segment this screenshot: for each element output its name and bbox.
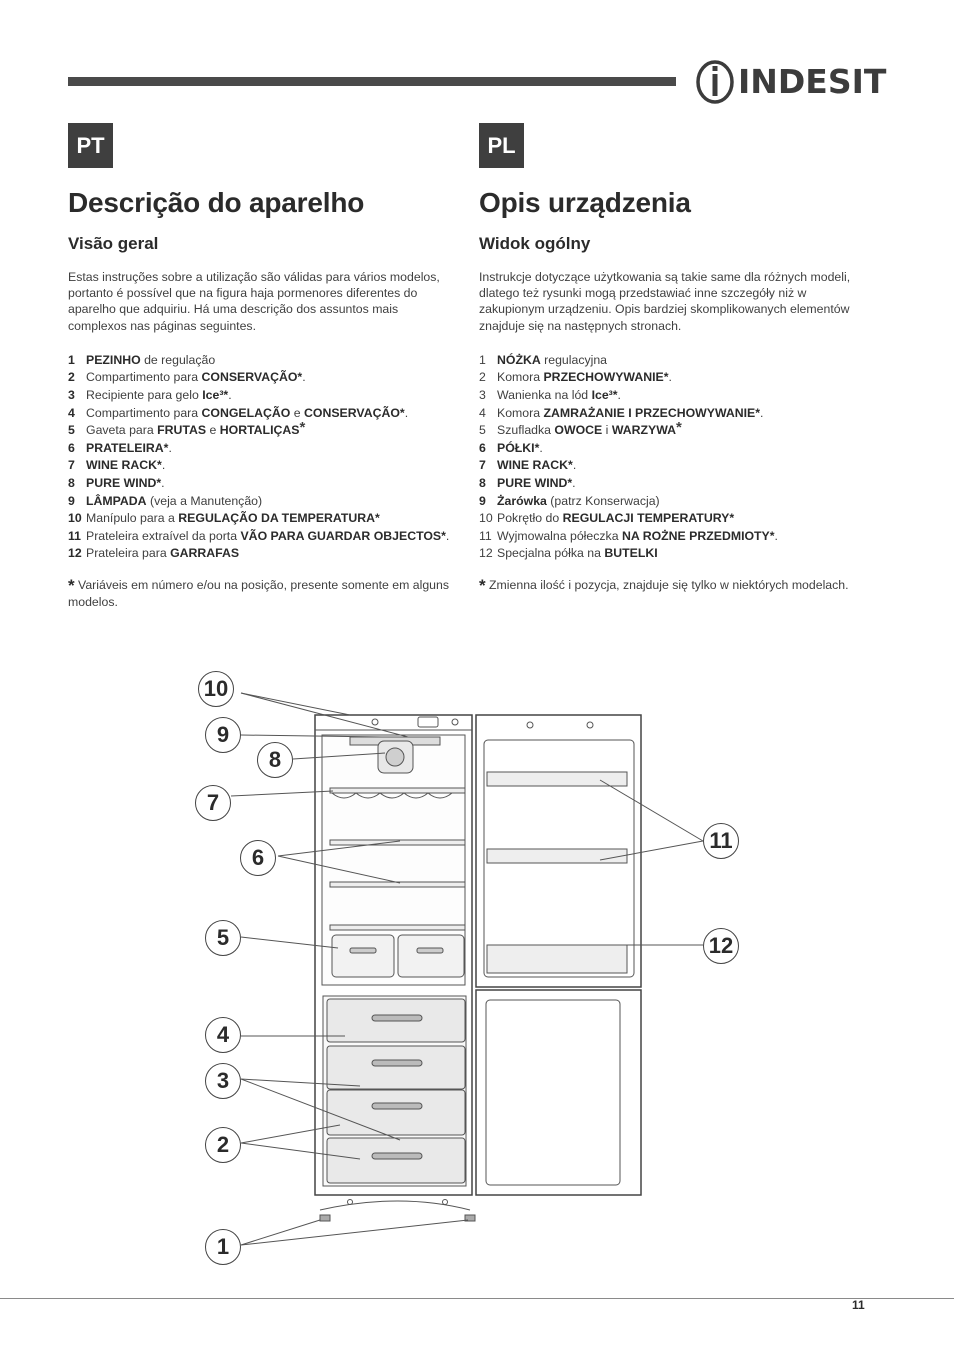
parts-list-pt [68, 352, 460, 563]
item-text-pre: Gaveta para [86, 423, 158, 438]
parts-list-pl [479, 352, 871, 563]
callout-10: 10 [198, 671, 234, 707]
item-text-bold: OWOCE [554, 423, 603, 438]
item-text-pre: Compartimento para [86, 405, 202, 420]
item-text-bold2: CONSERVAÇÃO* [304, 405, 405, 420]
callout-7: 7 [195, 785, 231, 821]
item-text-mid: e [206, 423, 220, 438]
item-text-bold: PURE WIND* [497, 475, 573, 490]
callout-2: 2 [205, 1127, 241, 1163]
intro-text-pl: Instrukcje dotyczące użytkowania są takie same dla różnych modeli, dlatego też rysunki mogą przedstawiać inne szczegóły niż w zakupionym urządzeniu. Opis bardziej skomplikowanych elementów znajduje się na następnych stronach. [479, 270, 851, 333]
item-number: 6 [68, 440, 75, 455]
callout-8: 8 [257, 742, 293, 778]
item-text-mid: (patrz Konserwacja) [546, 493, 660, 508]
list-item [68, 493, 460, 511]
lang-badge-pl: PL [479, 123, 524, 168]
item-text-bold: PRATELEIRA* [86, 440, 169, 455]
item-number: 3 [479, 388, 486, 402]
item-text-post: . [228, 388, 232, 402]
section-title-pt: Visão geral [68, 234, 159, 253]
fridge-diagram [190, 665, 760, 1265]
item-text-mid: (veja a Manutenção) [146, 493, 263, 508]
list-item [479, 528, 871, 546]
item-text-mid: regulacyjna [540, 352, 608, 367]
item-text-bold: PEZINHO [86, 352, 141, 367]
item-number: 6 [479, 440, 486, 455]
item-text-pre: Compartimento para [86, 370, 202, 385]
item-number: 11 [479, 528, 492, 543]
item-text-pre: Specjalna półka na [497, 546, 605, 561]
item-text-mid: e [290, 405, 305, 420]
item-text-bold: FRUTAS [157, 423, 207, 438]
item-text-bold2: WARZYWA [611, 423, 677, 438]
item-text-post: . [161, 475, 165, 490]
indesit-logo [694, 58, 887, 106]
item-text-bold: ZAMRAŻANIE I PRZECHOWYWANIE* [543, 405, 761, 420]
list-item [68, 387, 460, 405]
list-item [68, 440, 460, 458]
list-item [479, 419, 871, 440]
item-text-post: . [572, 475, 576, 490]
item-text-bold: Żarówka [497, 493, 547, 508]
list-item [479, 387, 871, 405]
item-text-post: . [302, 370, 306, 385]
item-number: 4 [68, 405, 75, 420]
list-item [68, 419, 460, 440]
callout-6: 6 [240, 840, 276, 876]
item-text-bold: PÓŁKI* [497, 440, 540, 455]
list-item [479, 440, 871, 458]
item-text-pre: Manípulo para a [86, 511, 179, 526]
item-text-mid: de regulação [140, 352, 216, 367]
item-number: 12 [68, 546, 82, 561]
item-number: 2 [479, 370, 486, 385]
list-item [68, 369, 460, 387]
item-star: * [299, 419, 306, 437]
footnote-text: Variáveis em número e/ou na posição, presente somente em alguns modelos. [68, 577, 449, 610]
item-text-bold: LÂMPADA [86, 493, 147, 508]
item-text-post: . [445, 528, 450, 543]
item-number: 7 [68, 458, 75, 473]
item-number: 9 [479, 493, 486, 508]
item-text-pre: Recipiente para gelo [86, 388, 203, 402]
item-text-post: . [168, 440, 172, 455]
list-item [479, 457, 871, 475]
item-text-post: . [617, 388, 621, 402]
section-title-pl: Widok ogólny [479, 234, 591, 253]
item-text-bold: BUTELKI [604, 546, 658, 561]
list-item [479, 352, 871, 370]
item-number: 9 [68, 493, 75, 508]
footnote-pl [479, 577, 871, 594]
footnote-pt [68, 577, 460, 610]
page-title-pl: Opis urządzenia [479, 187, 691, 218]
item-text-post: . [760, 405, 764, 420]
list-item [68, 457, 460, 475]
item-text-post: . [539, 440, 543, 455]
list-item [479, 493, 871, 511]
list-item [68, 510, 460, 528]
item-text-pre: Komora [497, 405, 544, 420]
column-pl [479, 185, 871, 594]
lang-badge-pt: PT [68, 123, 113, 168]
item-number: 10 [479, 511, 493, 526]
list-item [68, 528, 460, 546]
item-number: 10 [68, 511, 82, 526]
item-text-bold: PURE WIND* [86, 475, 162, 490]
item-text-pre: Wyjmowalna półeczka [497, 528, 622, 543]
callout-9: 9 [205, 717, 241, 753]
item-text-post: . [774, 528, 778, 543]
item-star: * [676, 419, 682, 437]
item-text-bold: NA ROŻNE PRZEDMIOTY* [621, 528, 775, 543]
logo-i-icon [694, 58, 738, 106]
callout-11: 11 [703, 823, 739, 859]
footnote-text: Zmienna ilość i pozycja, znajduje się tylko w niektórych modelach. [489, 577, 849, 592]
list-item [68, 545, 460, 563]
item-text-mid: i [602, 423, 612, 438]
item-text-bold: Ice³* [202, 388, 229, 402]
item-number: 1 [479, 352, 486, 367]
item-text-bold: REGULAÇÃO DA TEMPERATURA* [178, 511, 380, 526]
item-text-post: . [404, 405, 409, 420]
item-number: 12 [479, 546, 493, 561]
item-number: 4 [479, 405, 486, 420]
item-text-bold: PRZECHOWYWANIE* [543, 370, 669, 385]
item-text-bold: WINE RACK* [86, 458, 162, 473]
page-number: 11 [852, 1298, 865, 1312]
item-text-bold: Ice³* [591, 388, 618, 402]
item-text-bold: WINE RACK* [497, 458, 573, 473]
item-number: 1 [68, 352, 75, 367]
item-number: 7 [479, 458, 486, 473]
list-item [479, 405, 871, 423]
item-text-bold: CONGELAÇÃO [201, 405, 291, 420]
list-item [68, 405, 460, 423]
callout-1: 1 [205, 1229, 241, 1265]
footnote-star: * [68, 575, 75, 595]
footnote-star: * [479, 575, 486, 595]
item-text-bold: VÃO PARA GUARDAR OBJECTOS* [240, 528, 446, 543]
callout-3: 3 [205, 1063, 241, 1099]
item-text-pre: Wanienka na lód [497, 388, 592, 402]
logo-wordmark: INDESIT [738, 62, 887, 101]
list-item [479, 369, 871, 387]
item-number: 5 [68, 423, 75, 438]
item-text-bold: GARRAFAS [170, 546, 240, 561]
list-item [479, 545, 871, 563]
item-text-bold2: HORTALIÇAS [219, 423, 300, 438]
item-text-pre: Komora [497, 370, 544, 385]
page-title-pt: Descrição do aparelho [68, 187, 365, 218]
footer-rule [0, 1298, 954, 1299]
list-item [68, 475, 460, 493]
item-text-bold: NÓŻKA [497, 352, 541, 367]
list-item [479, 475, 871, 493]
item-text-pre: Prateleira extraível da porta [86, 528, 241, 543]
callout-5: 5 [205, 920, 241, 956]
item-number: 3 [68, 388, 75, 402]
item-text-post: . [572, 458, 577, 473]
item-number: 8 [479, 475, 486, 490]
list-item [68, 352, 460, 370]
intro-text-pt: Estas instruções sobre a utilização são válidas para vários modelos, portanto é possível que na figura haja pormenores diferentes do aparelho que adquiriu. Há uma descrição dos assuntos mais complexos nas páginas seguintes. [68, 270, 440, 333]
item-text-post: . [161, 458, 166, 473]
item-number: 8 [68, 475, 75, 490]
item-text-bold: REGULACJI TEMPERATURY* [562, 511, 735, 526]
column-pt [68, 185, 460, 610]
item-text-pre: Pokrętło do [497, 511, 563, 526]
item-text-bold: CONSERVAÇÃO* [201, 370, 303, 385]
item-text-pre: Prateleira para [86, 546, 171, 561]
item-text-pre: Szufladka [497, 423, 555, 438]
item-number: 11 [68, 528, 81, 543]
callout-4: 4 [205, 1017, 241, 1053]
item-number: 5 [479, 423, 486, 438]
callout-12: 12 [703, 928, 739, 964]
item-text-post: . [668, 370, 672, 385]
header-rule [68, 77, 676, 86]
item-number: 2 [68, 370, 75, 385]
list-item [479, 510, 871, 528]
